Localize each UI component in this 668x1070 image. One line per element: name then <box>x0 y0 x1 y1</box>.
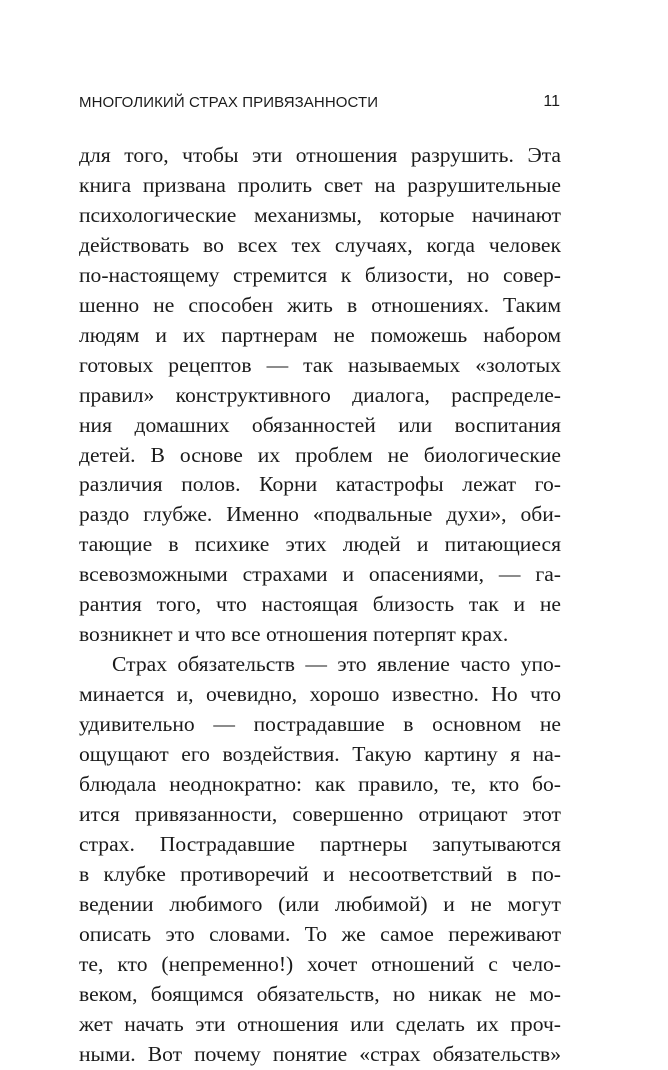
text-line: правил» конструктивного диалога, распределе- <box>79 382 561 407</box>
text-line: страх. Пострадавшие партнеры запутываются <box>79 831 561 856</box>
text-line: для того, чтобы эти отношения разрушить. Эта <box>79 143 561 167</box>
text-line: различия полов. Корни катастрофы лежат го- <box>79 472 561 497</box>
text-line: рантия того, что настоящая близость так и не <box>79 592 561 617</box>
text-line: книга призвана пролить свет на разрушительные <box>79 172 561 197</box>
text-line: возникнет и что все отношения потерпят крах. <box>79 622 509 647</box>
running-title: МНОГОЛИКИЙ СТРАХ ПРИВЯЗАННОСТИ <box>79 93 379 111</box>
text-line: шенно не способен жить в отношениях. Таким <box>79 292 561 317</box>
paragraph-1 <box>79 141 561 650</box>
text-line: психологические механизмы, которые начинают <box>79 202 561 227</box>
text-line: тающие в психике этих людей и питающиеся <box>79 532 561 557</box>
page-number: 11 <box>543 93 560 110</box>
text-line: удивительно — пострадавшие в основном не <box>79 712 561 737</box>
text-line: ведении любимого (или любимой) и не могут <box>79 891 561 916</box>
running-header <box>79 92 560 112</box>
text-line: ными. Вот почему понятие «страх обязательств» <box>79 1041 561 1066</box>
text-line: всевозможными страхами и опасениями, — га- <box>79 562 561 587</box>
text-line: по-настоящему стремится к близости, но совер- <box>79 262 561 287</box>
text-line: детей. В основе их проблем не биологические <box>79 442 561 467</box>
body-text <box>79 141 561 1070</box>
text-line: ния домашних обязанностей или воспитания <box>79 412 561 437</box>
text-line: блюдала неоднократно: как правило, те, кто бо- <box>79 772 561 797</box>
text-line: в клубке противоречий и несоответствий в по- <box>79 861 561 886</box>
text-line: минается и, очевидно, хорошо известно. Но что <box>79 682 561 707</box>
text-line: готовых рецептов — так называемых «золотых <box>79 352 561 377</box>
text-line: ощущают его воздействия. Такую картину я на- <box>79 742 561 767</box>
text-line: людям и их партнерам не поможешь набором <box>79 322 561 347</box>
text-line: жет начать эти отношения или сделать их проч- <box>79 1011 561 1036</box>
paragraph-2 <box>79 650 561 1069</box>
text-line: описать это словами. То же самое переживают <box>79 921 561 946</box>
text-line: те, кто (непременно!) хочет отношений с чело- <box>79 951 561 976</box>
text-line: раздо глубже. Именно «подвальные духи», оби- <box>79 502 561 527</box>
text-line: ится привязанности, совершенно отрицают этот <box>79 801 561 826</box>
text-line: веком, боящимся обязательств, но никак не мо- <box>79 981 561 1006</box>
text-line: Страх обязательств — это явление часто упо- <box>112 652 561 677</box>
text-line: действовать во всех тех случаях, когда человек <box>79 232 561 257</box>
